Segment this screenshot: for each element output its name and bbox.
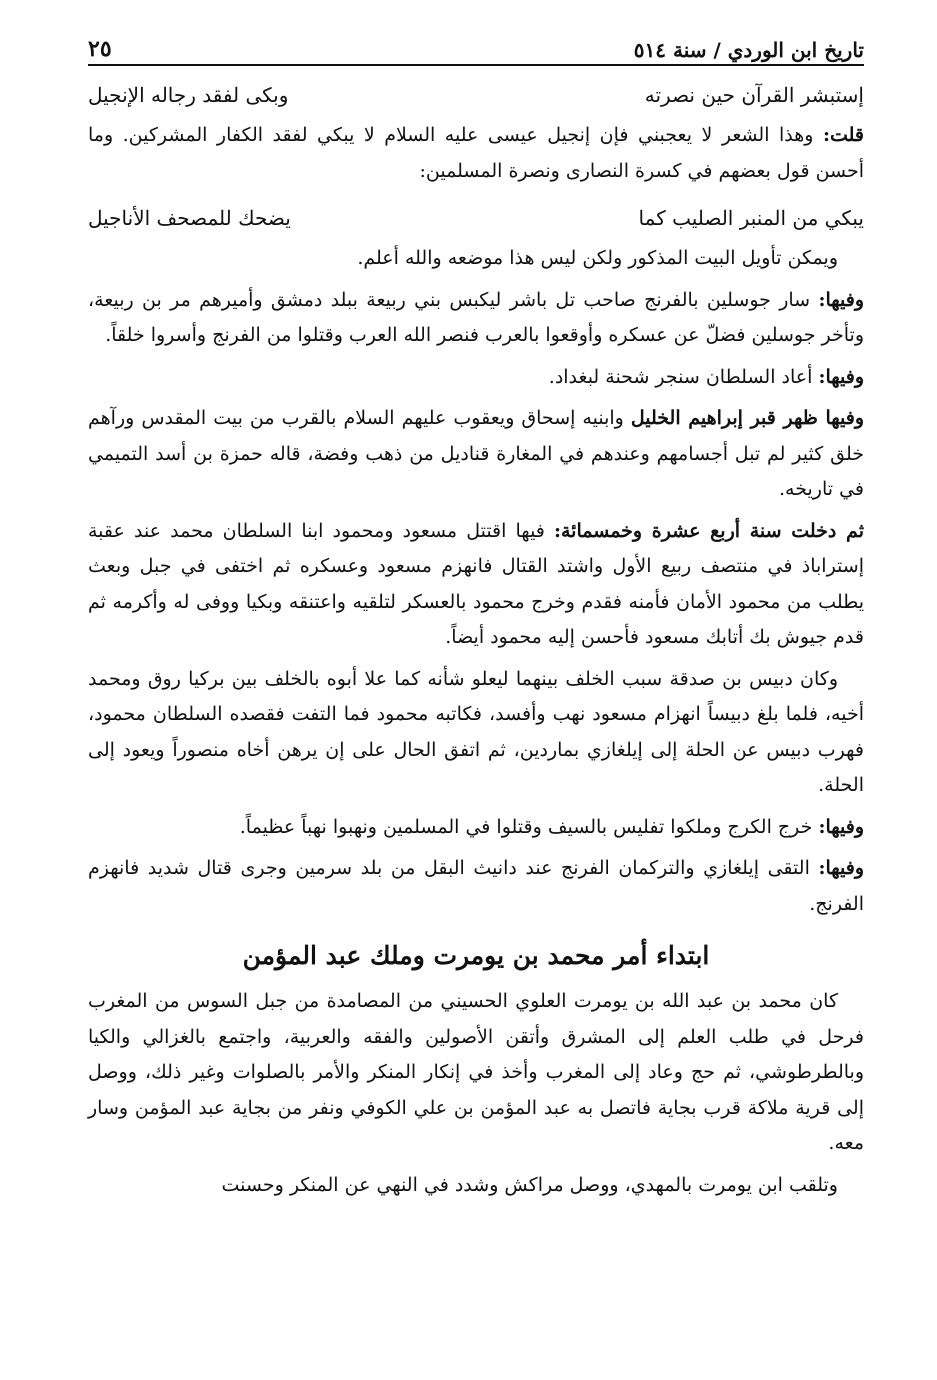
paragraph-text: وهذا الشعر لا يعجبني فإن إنجيل عيسى عليه السلام لا يبكي لفقد الكفار المشركين. وما أحسن قول بعضهم في كسرة النصارى ونصرة المسلمين: xyxy=(88,124,864,182)
paragraph-text: التقى إيلغازي والتركمان الفرنج عند دانيث البقل من بلد سرمين وجرى قتال شديد فانهزم الفرنج. xyxy=(88,857,864,915)
paragraph-ibn-tumart: كان محمد بن عبد الله بن يومرت العلوي الحسيني من المصامدة من جبل السوس من المغرب فرحل في طلب العلم إلى المشرق وأتقن الأصولين والفقه والعربية، واجتمع بالغزالي والكيا وبالطرطوشي، ثم حج وعاد إلى المغرب وأخذ في إنكار المنكر والأمر بالصلوات وغير ذلك، ووصل إلى قرية ملاكة قرب بجاية فاتصل به عبد المؤمن بن علي الكوفي ونفر من بجاية عبد المؤمن وسار معه. xyxy=(88,990,864,1154)
paragraph-keyword: وفيها: xyxy=(818,288,864,311)
paragraph-keyword: ثم دخلت سنة أربع عشرة وخمسمائة: xyxy=(553,519,864,542)
page-number: ٢٥ xyxy=(88,36,112,62)
verse-2-first-hemistich: يبكي من المنبر الصليب كما xyxy=(638,206,864,230)
paragraph-year-514 xyxy=(88,514,864,656)
poetry-verse-2 xyxy=(88,201,864,235)
paragraph-keyword: وفيها ظهر قبر إبراهيم الخليل xyxy=(630,407,864,429)
book-page xyxy=(88,28,864,1203)
paragraph-text: خرج الكرج وملكوا تفليس بالسيف وقتلوا في المسلمين ونهبوا نهباً عظيماً. xyxy=(239,815,819,838)
paragraph-dubais: وكان دبيس بن صدقة سبب الخلف بينهما ليعلو شأنه كما علا أبوه بالخلف بين بركيا روق ومحمد أخيه، فلما بلغ دبيساً انهزام مسعود نهب وأفسد، فكاتبه محمود فما التفت فقصده السلطان محمود، فهرب دبيس عن الحلة إلى إيلغازي بماردين، ثم اتفق الحال على إن يرهن أخاه منصوراً ويعود إلى الحلة. xyxy=(88,667,864,796)
running-title: تاريخ ابن الوردي / سنة ٥١٤ xyxy=(633,38,864,62)
paragraph-georgians xyxy=(88,810,864,846)
paragraph-mahdi: وتلقب ابن يومرت بالمهدي، ووصل مراكش وشدد في النهي عن المنكر وحسنت xyxy=(221,1173,838,1196)
poetry-verse-1 xyxy=(88,78,864,112)
paragraph-joscelin xyxy=(88,283,864,354)
section-heading: ابتداء أمر محمد بن يومرت وملك عبد المؤمن xyxy=(242,941,710,970)
paragraph-keyword: وفيها: xyxy=(818,815,864,838)
paragraph-text: فيها اقتتل مسعود ومحمود ابنا السلطان محمد عند عقبة إستراباذ في منتصف ربيع الأول واشتد القتال فانهزم مسعود وعسكره ثم اختفى في جبل وبعث يطلب من محمود الأمان فأمنه فقدم وخرج محمود بالعسكر لتلقيه واعتنقه وبكيا ووفى له وأكرمه ثم قدم جيوش بك أتابك مسعود فأحسن إليه محمود أيضاً. xyxy=(88,519,864,648)
paragraph-ilghazi xyxy=(88,851,864,922)
verse-1-second-hemistich: وبكى لفقد رجاله الإنجيل xyxy=(88,83,289,107)
page-header xyxy=(88,28,864,66)
paragraph-keyword: قلت: xyxy=(822,124,864,146)
paragraph-text: سار جوسلين بالفرنج صاحب تل باشر ليكبس بني ربيعة ببلد دمشق وأميرهم مر بن ربيعة، وتأخر جوسلين فضلّ عن عسكره وأوقعوا بالعرب فنصر الله العرب وقتلوا من الفرنج وأسروا خلقاً. xyxy=(88,288,864,346)
paragraph-keyword: وفيها: xyxy=(818,365,864,388)
paragraph-text: وابنيه إسحاق ويعقوب عليهم السلام بالقرب من بيت المقدس ورآهم خلق كثير لم تبل أجسامهم وعندهم في المغارة قناديل من ذهب وفضة، قاله حمزة بن أسد التميمي في تاريخه. xyxy=(88,407,864,500)
paragraph-khalil xyxy=(88,401,864,508)
paragraph-keyword: وفيها: xyxy=(818,857,864,879)
paragraph-tawil: ويمكن تأويل البيت المذكور ولكن ليس هذا موضعه والله أعلم. xyxy=(357,247,838,269)
verse-1-first-hemistich: إستبشر القرآن حين نصرته xyxy=(644,83,864,107)
verse-2-second-hemistich: يضحك للمصحف الأناجيل xyxy=(88,206,291,230)
paragraph-text: أعاد السلطان سنجر شحنة لبغداد. xyxy=(548,365,819,388)
paragraph-sanjar xyxy=(88,360,864,396)
paragraph-qult xyxy=(88,118,864,189)
